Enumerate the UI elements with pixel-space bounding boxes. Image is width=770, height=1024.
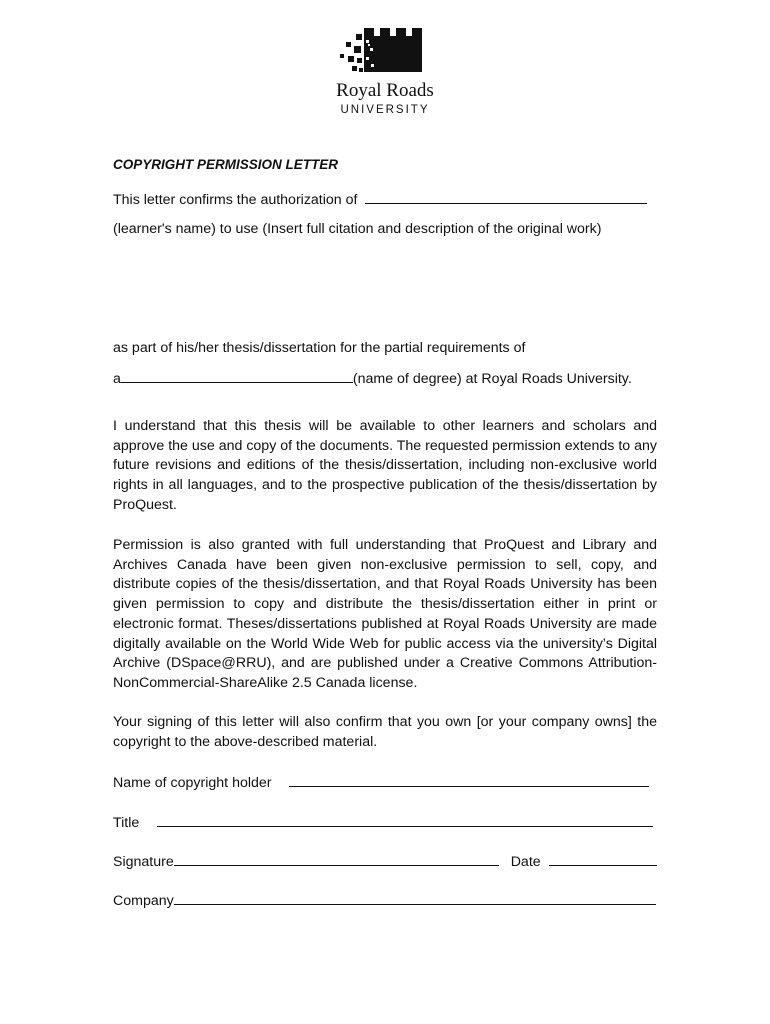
- signature-row: [113, 852, 657, 871]
- title-field[interactable]: [157, 813, 653, 827]
- copyright-holder-label: Name of copyright holder: [113, 775, 272, 791]
- thesis-requirements-text: as part of his/her thesis/dissertation for the partial requirements of: [113, 340, 526, 356]
- title-label: Title: [113, 815, 140, 831]
- title-row: [113, 813, 653, 832]
- company-label: Company: [113, 893, 174, 909]
- copyright-holder-row: [113, 773, 649, 792]
- citation-input-area[interactable]: [113, 245, 657, 333]
- degree-line: [113, 369, 632, 388]
- castle-icon: [340, 24, 430, 76]
- degree-prefix: a: [113, 371, 121, 387]
- logo-name: Royal Roads: [336, 80, 434, 101]
- copyright-holder-field[interactable]: [289, 773, 649, 787]
- authorization-line: [113, 190, 647, 209]
- company-field[interactable]: [174, 891, 656, 905]
- degree-name-field[interactable]: [121, 369, 353, 383]
- date-field[interactable]: [549, 852, 657, 866]
- signing-paragraph: Your signing of this letter will also confirm that you own [or your company owns] the copyright to the above-described material.: [113, 714, 657, 750]
- degree-suffix: (name of degree) at Royal Roads University.: [352, 371, 632, 387]
- signature-field[interactable]: [174, 852, 499, 866]
- understanding-paragraph: I understand that this thesis will be available to other learners and scholars and approve the use and copy of the documents. The requested permission extends to any future revisions and editions of the thesis/dissertation, including non-exclusive world rights in all languages, and to the prospective publication of the thesis/dissertation by ProQuest.: [113, 418, 657, 513]
- learner-use-text: (learner's name) to use (Insert full citation and description of the original work): [113, 221, 602, 237]
- signature-label: Signature: [113, 854, 174, 870]
- learner-name-field[interactable]: [365, 190, 647, 204]
- logo-subtitle: UNIVERSITY: [340, 104, 430, 116]
- letter-title: COPYRIGHT PERMISSION LETTER: [113, 157, 339, 172]
- date-label: Date: [510, 854, 541, 870]
- permission-paragraph: Permission is also granted with full understanding that ProQuest and Library and Archives Canada have been given non-exclusive permission to sell, copy, and distribute copies of the thesis/dissertation, and that Royal Roads University has been given permission to copy and distribute the thesis/dissertation either in print or electronic format. Theses/dissertations published at Royal Roads University are made digitally available on the World Wide Web for public access via the university’s Digital Archive (DSpace@RRU), and are published under a Creative Commons Attribution-NonCommercial-ShareAlike 2.5 Canada license.: [113, 537, 657, 691]
- authorization-text: This letter confirms the authorization of: [113, 192, 358, 208]
- company-row: [113, 891, 656, 910]
